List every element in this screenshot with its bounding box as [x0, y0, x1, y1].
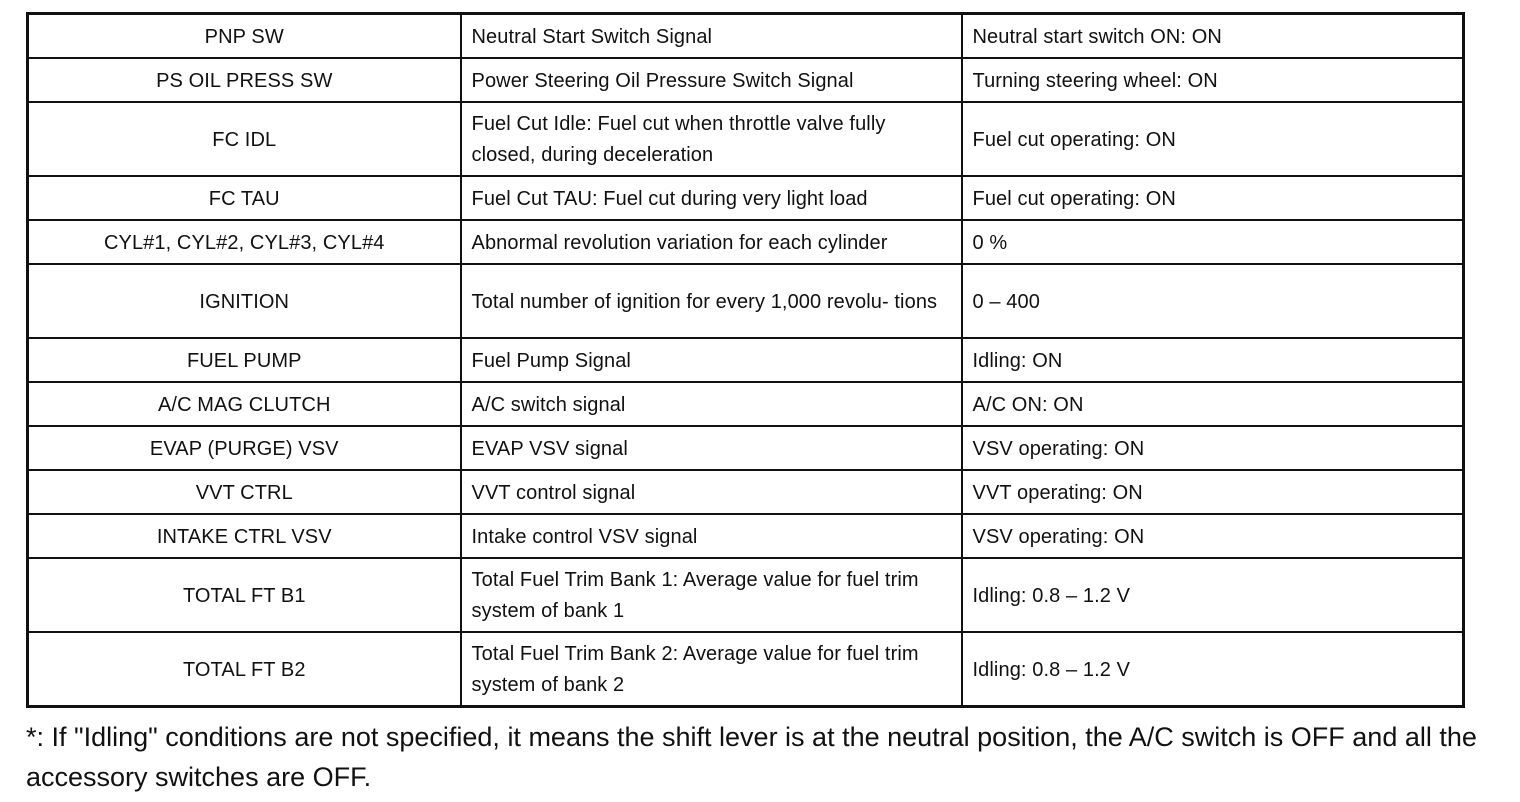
table-row [28, 514, 1464, 558]
description-cell: EVAP VSV signal [461, 426, 962, 470]
value-cell: VSV operating: ON [962, 426, 1464, 470]
table-row [28, 58, 1464, 102]
item-cell: PS OIL PRESS SW [28, 58, 461, 102]
item-cell: IGNITION [28, 264, 461, 338]
value-cell: Fuel cut operating: ON [962, 176, 1464, 220]
item-cell: VVT CTRL [28, 470, 461, 514]
value-cell: Neutral start switch ON: ON [962, 14, 1464, 59]
table-row [28, 102, 1464, 176]
table-row [28, 176, 1464, 220]
item-cell: A/C MAG CLUTCH [28, 382, 461, 426]
value-cell: Turning steering wheel: ON [962, 58, 1464, 102]
item-cell: TOTAL FT B1 [28, 558, 461, 632]
item-cell: FC IDL [28, 102, 461, 176]
value-cell: A/C ON: ON [962, 382, 1464, 426]
description-cell: Fuel Cut Idle: Fuel cut when throttle valve fully closed, during deceleration [461, 102, 962, 176]
value-cell: Idling: 0.8 – 1.2 V [962, 632, 1464, 707]
description-cell: Fuel Cut TAU: Fuel cut during very light load [461, 176, 962, 220]
item-cell: EVAP (PURGE) VSV [28, 426, 461, 470]
item-cell: PNP SW [28, 14, 461, 59]
table-row [28, 382, 1464, 426]
item-cell: CYL#1, CYL#2, CYL#3, CYL#4 [28, 220, 461, 264]
table-row [28, 426, 1464, 470]
description-cell: Total Fuel Trim Bank 2: Average value for fuel trim system of bank 2 [461, 632, 962, 707]
item-cell: TOTAL FT B2 [28, 632, 461, 707]
value-cell: VVT operating: ON [962, 470, 1464, 514]
value-cell: Idling: ON [962, 338, 1464, 382]
table-row [28, 14, 1464, 59]
table-body [28, 14, 1464, 707]
item-cell: FUEL PUMP [28, 338, 461, 382]
description-cell: A/C switch signal [461, 382, 962, 426]
description-cell: Total Fuel Trim Bank 1: Average value for fuel trim system of bank 1 [461, 558, 962, 632]
description-cell: Power Steering Oil Pressure Switch Signal [461, 58, 962, 102]
document-page [26, 12, 1477, 797]
description-cell: Neutral Start Switch Signal [461, 14, 962, 59]
table-row [28, 220, 1464, 264]
table-row [28, 632, 1464, 707]
value-cell: VSV operating: ON [962, 514, 1464, 558]
description-cell: Fuel Pump Signal [461, 338, 962, 382]
value-cell: Fuel cut operating: ON [962, 102, 1464, 176]
footnote: *: If "Idling" conditions are not specified, it means the shift lever is at the neutral position, the A/C switch is OFF and all the accessory switches are OFF. [26, 722, 1477, 792]
description-cell: VVT control signal [461, 470, 962, 514]
item-cell: INTAKE CTRL VSV [28, 514, 461, 558]
value-cell: Idling: 0.8 – 1.2 V [962, 558, 1464, 632]
table-row [28, 338, 1464, 382]
description-cell: Intake control VSV signal [461, 514, 962, 558]
description-cell: Total number of ignition for every 1,000 revolu- tions [461, 264, 962, 338]
item-cell: FC TAU [28, 176, 461, 220]
table-row [28, 470, 1464, 514]
value-cell: 0 % [962, 220, 1464, 264]
value-cell: 0 – 400 [962, 264, 1464, 338]
description-cell: Abnormal revolution variation for each cylinder [461, 220, 962, 264]
data-list-table [26, 12, 1465, 708]
table-row [28, 264, 1464, 338]
table-row [28, 558, 1464, 632]
